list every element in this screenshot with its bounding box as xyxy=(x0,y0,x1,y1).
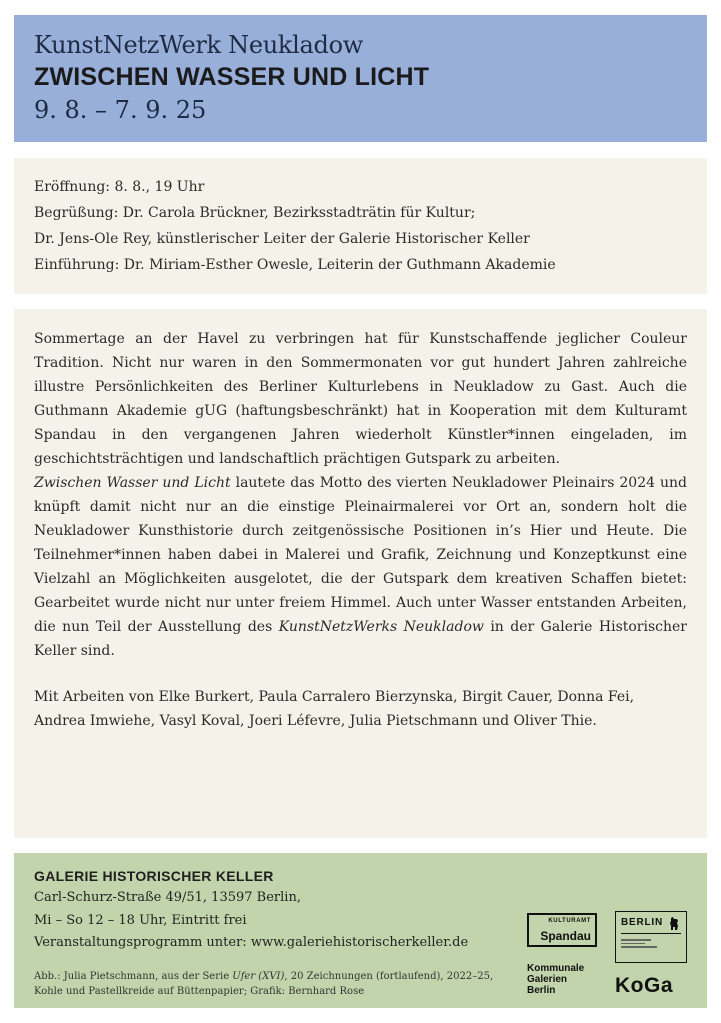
header-banner xyxy=(14,15,707,142)
exhibition-dates: 9. 8. – 7. 9. 25 xyxy=(34,96,207,124)
paragraph-motto xyxy=(34,471,687,663)
credit-series: Ufer (XVI) xyxy=(232,971,285,982)
description-text xyxy=(14,309,707,838)
group-name: KunstNetzWerks Neukladow xyxy=(278,619,484,635)
motto-text-b: in der Galerie Historischer Keller sind. xyxy=(34,619,688,659)
gallery-footer xyxy=(14,853,707,1008)
kulturamt-spandau-logo xyxy=(527,913,597,947)
welcome-speaker-2: Dr. Jens-Ole Rey, künstlerischer Leiter der Galerie Historischer Keller xyxy=(34,231,530,247)
artists-list: Mit Arbeiten von Elke Burkert, Paula Carralero Bierzynska, Birgit Cauer, Donna Fei, Andrea Imwiehe, Vasyl Koval, Joeri Léfevre, Julia Pietschmann und Oliver Thie. xyxy=(34,689,635,729)
motto-text-a: lautete das Motto des vierten Neukladower Pleinairs 2024 und knüpft damit nicht nur an die einstige Pleinairmalerei vor Ort an, sondern holt die Neukladower Kunsthistorie durch zeitgenössische Positionen in’s Hier und Heute. Die Teilnehmer*innen haben dabei in Malerei und Grafik, Zeichnung und Konzeptkunst eine Vielzahl an Möglichkeiten ausgelotet, die der Gutspark dem kreativen Schaffen bietet: Gearbeitet wurde nicht nur unter freiem Himmel. Auch unter Wasser entstanden Arbeiten, die nun Teil der Ausstellung des xyxy=(34,475,687,635)
paragraph-intro: Sommertage an der Havel zu verbringen hat für Kunstschaffende jeglicher Couleur Tradition. Nicht nur waren in den Sommermonaten vor gut hundert Jahren zahlreiche illustre Persönlichkeiten des Berliner Kulturlebens in Neukladow zu Gast. Auch die Guthmann Akademie gUG (haftungsbeschränkt) hat in Kooperation mit dem Kulturamt Spandau in den vergangenen Jahren wiederholt Künstler*innen eingeladen, im geschichtsträchtigen und landschaftlich prächtigen Gutspark zu arbeiten. xyxy=(34,331,687,467)
image-credit xyxy=(34,969,493,999)
kulturamt-label: KULTURAMT xyxy=(548,918,591,924)
organization-name: KunstNetzWerk Neukladow xyxy=(34,31,363,59)
credit-line-2: Kohle und Pastellkreide auf Büttenpapier; Grafik: Bernhard Rose xyxy=(34,986,365,997)
opening-hours: Mi – So 12 – 18 Uhr, Eintritt frei xyxy=(34,912,247,928)
kommunale-galerien-logo xyxy=(527,963,584,996)
berlin-fine-print xyxy=(621,937,657,950)
kgb-line-1: Kommunale xyxy=(527,963,585,974)
kgb-line-2: Galerien xyxy=(527,974,568,985)
bear-icon xyxy=(668,916,680,932)
gallery-name: GALERIE HISTORISCHER KELLER xyxy=(34,868,274,884)
motto-title: Zwischen Wasser und Licht xyxy=(34,475,231,491)
program-link[interactable]: Veranstaltungsprogramm unter: www.galeriehistorischerkeller.de xyxy=(34,935,469,950)
introduction-speaker: Einführung: Dr. Miriam-Esther Owesle, Leiterin der Guthmann Akademie xyxy=(34,257,556,273)
berlin-logo xyxy=(615,911,687,963)
kgb-line-3: Berlin xyxy=(527,985,556,996)
opening-info xyxy=(14,158,707,294)
welcome-speaker: Begrüßung: Dr. Carola Brückner, Bezirksstadträtin für Kultur; xyxy=(34,205,476,221)
credit-text-b: , 20 Zeichnungen (fortlaufend), 2022–25, xyxy=(284,971,494,982)
berlin-label: BERLIN xyxy=(621,917,664,928)
credit-text-a: Abb.: Julia Pietschmann, aus der Serie xyxy=(34,971,233,982)
opening-date: Eröffnung: 8. 8., 19 Uhr xyxy=(34,179,205,195)
spandau-label: Spandau xyxy=(540,929,591,943)
exhibition-title: ZWISCHEN WASSER UND LICHT xyxy=(34,63,430,91)
gallery-address: Carl-Schurz-Straße 49/51, 13597 Berlin, xyxy=(34,890,301,905)
koga-logo: KoGa xyxy=(615,974,674,997)
